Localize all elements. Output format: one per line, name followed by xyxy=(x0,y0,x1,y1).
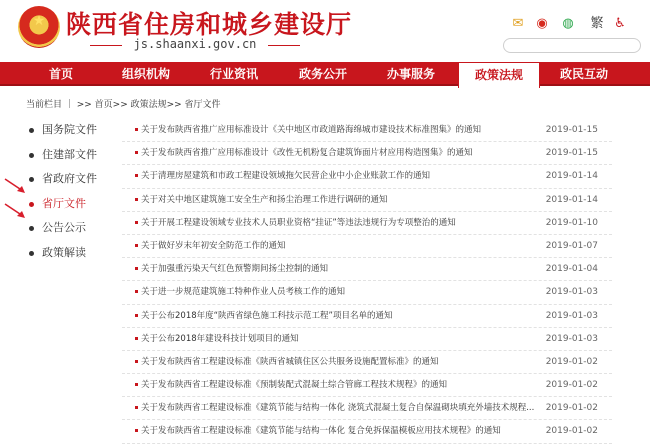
document-link[interactable]: 关于清理房屋建筑和市政工程建设领域拖欠民营企业中小企业账款工作的通知 xyxy=(141,171,431,182)
document-date: 2019-01-02 xyxy=(545,380,598,391)
list-item xyxy=(122,165,612,188)
traditional-chinese-toggle[interactable]: 繁 xyxy=(590,16,604,31)
sidebar-item[interactable] xyxy=(26,216,116,241)
mail-icon[interactable]: ✉ xyxy=(512,16,524,31)
list-item xyxy=(122,212,612,235)
bullet-icon xyxy=(135,151,138,154)
sidebar-item-label: 省政府文件 xyxy=(42,172,97,185)
pointer-arrow-icon xyxy=(4,178,26,194)
breadcrumb: 当前栏目 ｜ >> 首页>> 政策法规>> 省厅文件 xyxy=(26,100,221,110)
nav-item[interactable]: 政策法规 xyxy=(458,62,540,88)
list-item xyxy=(122,281,612,304)
sidebar-item-label: 政策解读 xyxy=(42,245,86,259)
sidebar-item-label: 国务院文件 xyxy=(42,123,97,136)
main-nav xyxy=(0,62,650,86)
pointer-arrow-icon xyxy=(4,203,26,219)
sidebar-item[interactable] xyxy=(26,241,116,266)
list-item xyxy=(122,374,612,397)
document-date: 2019-01-14 xyxy=(545,171,598,182)
bullet-icon xyxy=(29,128,34,133)
bullet-icon xyxy=(135,383,138,386)
bullet-icon xyxy=(29,226,34,231)
bullet-icon xyxy=(135,174,138,177)
document-date: 2019-01-03 xyxy=(545,310,598,321)
document-link[interactable]: 关于对关中地区建筑施工安全生产和扬尘治理工作进行调研的通知 xyxy=(141,194,388,205)
document-link[interactable]: 关于公布2018年建设科技计划项目的通知 xyxy=(141,333,299,344)
wechat-icon[interactable]: ◍ xyxy=(562,16,574,31)
document-date: 2019-01-02 xyxy=(545,403,598,414)
bullet-icon xyxy=(135,429,138,432)
search-input[interactable] xyxy=(503,38,641,53)
site-header xyxy=(0,0,650,62)
list-item xyxy=(122,397,612,420)
document-date: 2019-01-15 xyxy=(545,125,598,135)
document-link[interactable]: 关于发布陕西省推广应用标准设计《关中地区市政道路海绵城市建设技术标准图集》的通知 xyxy=(141,125,482,135)
nav-item[interactable]: 政民互动 xyxy=(559,67,608,81)
sidebar-item-label: 住建部文件 xyxy=(42,147,97,161)
list-item xyxy=(122,305,612,328)
list-item xyxy=(122,189,612,212)
site-url: js.shaanxi.gov.cn xyxy=(90,37,300,51)
document-link[interactable]: 关于加强重污染天气红色预警期间扬尘控制的通知 xyxy=(141,264,329,275)
document-link[interactable]: 关于发布陕西省工程建设标准《陕西省城镇住区公共服务设施配置标准》的通知 xyxy=(141,356,439,367)
sidebar-item-label: 公告公示 xyxy=(42,221,86,234)
document-list xyxy=(122,119,612,444)
document-link[interactable]: 关于发布陕西省工程建设标准《预制装配式混凝土综合管廊工程技术规程》的通知 xyxy=(141,380,448,391)
nav-item[interactable]: 组织机构 xyxy=(121,67,170,81)
bullet-icon xyxy=(135,221,138,224)
document-date: 2019-01-03 xyxy=(545,333,598,344)
bullet-icon xyxy=(29,153,34,158)
list-item xyxy=(122,235,612,258)
document-date: 2019-01-15 xyxy=(545,148,598,159)
nav-item[interactable]: 行业资讯 xyxy=(209,67,258,81)
document-date: 2019-01-03 xyxy=(545,287,598,298)
nav-item[interactable]: 政务公开 xyxy=(298,67,347,81)
document-link[interactable]: 关于进一步规范建筑施工特种作业人员考核工作的通知 xyxy=(141,287,346,298)
list-item xyxy=(122,258,612,281)
sidebar-item[interactable] xyxy=(26,143,116,168)
bullet-icon xyxy=(135,337,138,340)
bullet-icon xyxy=(135,290,138,293)
sidebar-item[interactable] xyxy=(26,192,116,217)
list-item xyxy=(122,351,612,374)
bullet-icon xyxy=(135,198,138,201)
list-item xyxy=(122,328,612,351)
national-emblem-icon: ★ xyxy=(18,6,60,48)
document-link[interactable]: 关于发布陕西省推广应用标准设计《改性无机粉复合建筑饰面片材应用构造图集》的通知 xyxy=(141,148,473,159)
bullet-icon xyxy=(135,314,138,317)
accessibility-icon[interactable]: ♿ xyxy=(614,16,626,31)
bullet-icon xyxy=(135,406,138,409)
bullet-icon xyxy=(135,267,138,270)
list-item xyxy=(122,119,612,142)
list-item xyxy=(122,142,612,165)
bullet-icon xyxy=(29,251,34,256)
sidebar-item-label: 省厅文件 xyxy=(42,196,86,210)
site-title[interactable]: 陕西省住房和城乡建设厅 xyxy=(66,10,353,39)
bullet-icon xyxy=(135,244,138,247)
document-date: 2019-01-02 xyxy=(545,356,598,367)
bullet-icon xyxy=(29,177,34,182)
document-date: 2019-01-14 xyxy=(545,194,598,205)
document-date: 2019-01-02 xyxy=(545,426,598,437)
bullet-icon xyxy=(135,128,138,131)
document-link[interactable]: 关于发布陕西省工程建设标准《建筑节能与结构一体化 复合免拆保温模板应用技术规程》的通知 xyxy=(141,426,501,437)
document-link[interactable]: 关于发布陕西省工程建设标准《建筑节能与结构一体化 浇筑式混凝土复合自保温砌块填充外墙技术规程... xyxy=(141,403,535,414)
bullet-icon xyxy=(135,360,138,363)
sidebar xyxy=(26,118,116,265)
sidebar-item[interactable] xyxy=(26,118,116,143)
list-item xyxy=(122,420,612,443)
document-date: 2019-01-04 xyxy=(545,264,598,275)
document-date: 2019-01-10 xyxy=(545,217,598,228)
document-link[interactable]: 关于做好岁末年初安全防范工作的通知 xyxy=(141,240,286,251)
document-link[interactable]: 关于开展工程建设领域专业技术人员职业资格“挂证”等违法违规行为专项整治的通知 xyxy=(141,217,456,228)
nav-item[interactable]: 首页 xyxy=(48,67,73,81)
bullet-icon xyxy=(29,202,34,207)
nav-item[interactable]: 办事服务 xyxy=(386,67,435,81)
weibo-icon[interactable]: ◉ xyxy=(536,16,548,31)
document-link[interactable]: 关于公布2018年度“陕西省绿色施工科技示范工程”项目名单的通知 xyxy=(141,310,393,321)
document-date: 2019-01-07 xyxy=(545,240,598,251)
sidebar-item[interactable] xyxy=(26,167,116,192)
